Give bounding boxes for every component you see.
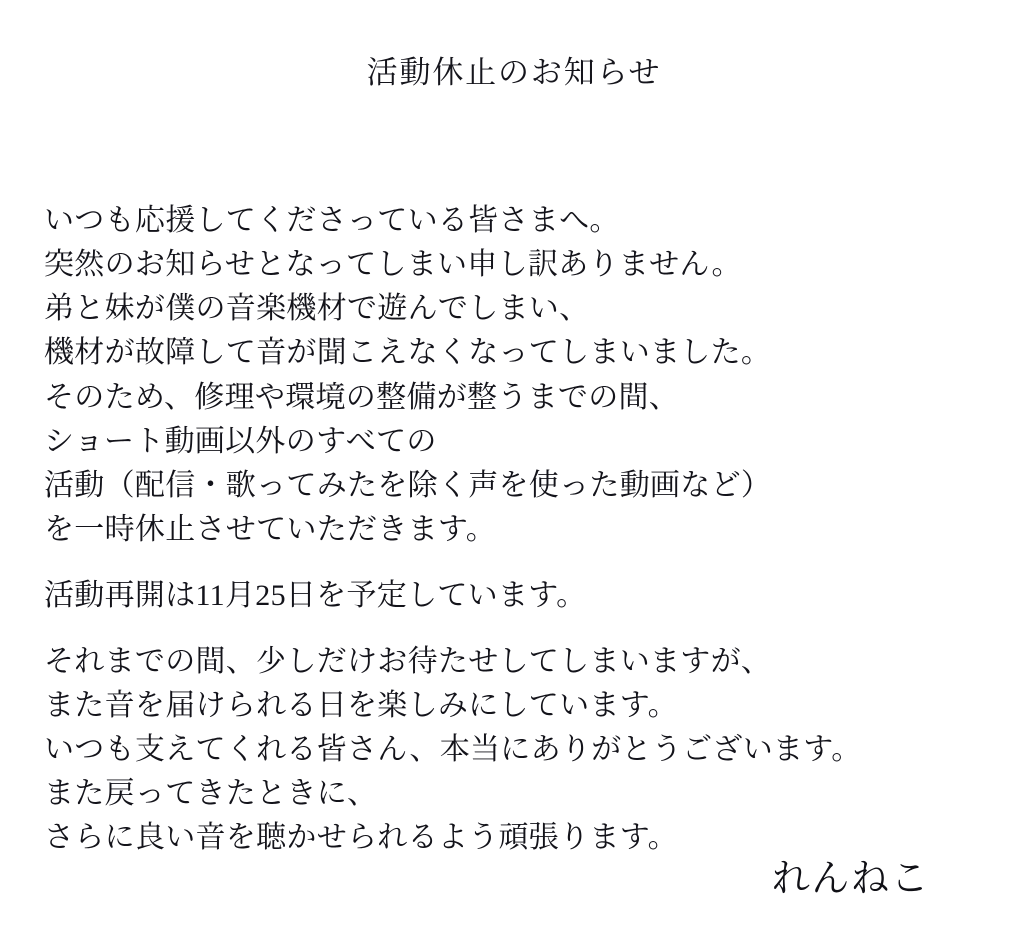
body-line: 突然のお知らせとなってしまい申し訳ありません。 xyxy=(44,248,742,282)
notice-page xyxy=(0,54,1028,938)
paragraph-2 xyxy=(44,574,984,618)
body-line: 弟と妹が僕の音楽機材で遊んでしまい、 xyxy=(44,292,590,326)
body-line: 機材が故障して音が聞こえなくなってしまいました。 xyxy=(44,336,772,370)
body-line: いつも支えてくれる皆さん、本当にありがとうございます。 xyxy=(44,733,862,767)
notice-body xyxy=(44,199,984,860)
body-line: それまでの間、少しだけお待たせしてしまいますが、 xyxy=(44,645,772,679)
body-line: そのため、修理や環境の整備が整うまでの間、 xyxy=(44,380,680,414)
body-line: 活動（配信・歌ってみたを除く声を使った動画など） xyxy=(44,468,772,502)
signature: れんねこ xyxy=(771,858,930,900)
page-title: 活動休止のお知らせ xyxy=(366,55,662,90)
body-line: ショート動画以外のすべての xyxy=(44,424,437,458)
paragraph-3 xyxy=(44,640,984,860)
body-line-resume-date: 活動再開は11月25日を予定しています。 xyxy=(44,578,587,612)
body-line: いつも応援してくださっている皆さまへ。 xyxy=(44,204,620,238)
body-line: また戻ってきたときに、 xyxy=(44,777,378,811)
body-line: を一時休止させていただきます。 xyxy=(44,512,497,546)
paragraph-1 xyxy=(44,199,984,552)
body-line: さらに良い音を聴かせられるよう頑張ります。 xyxy=(44,821,678,855)
body-line: また音を届けられる日を楽しみにしています。 xyxy=(44,689,678,723)
